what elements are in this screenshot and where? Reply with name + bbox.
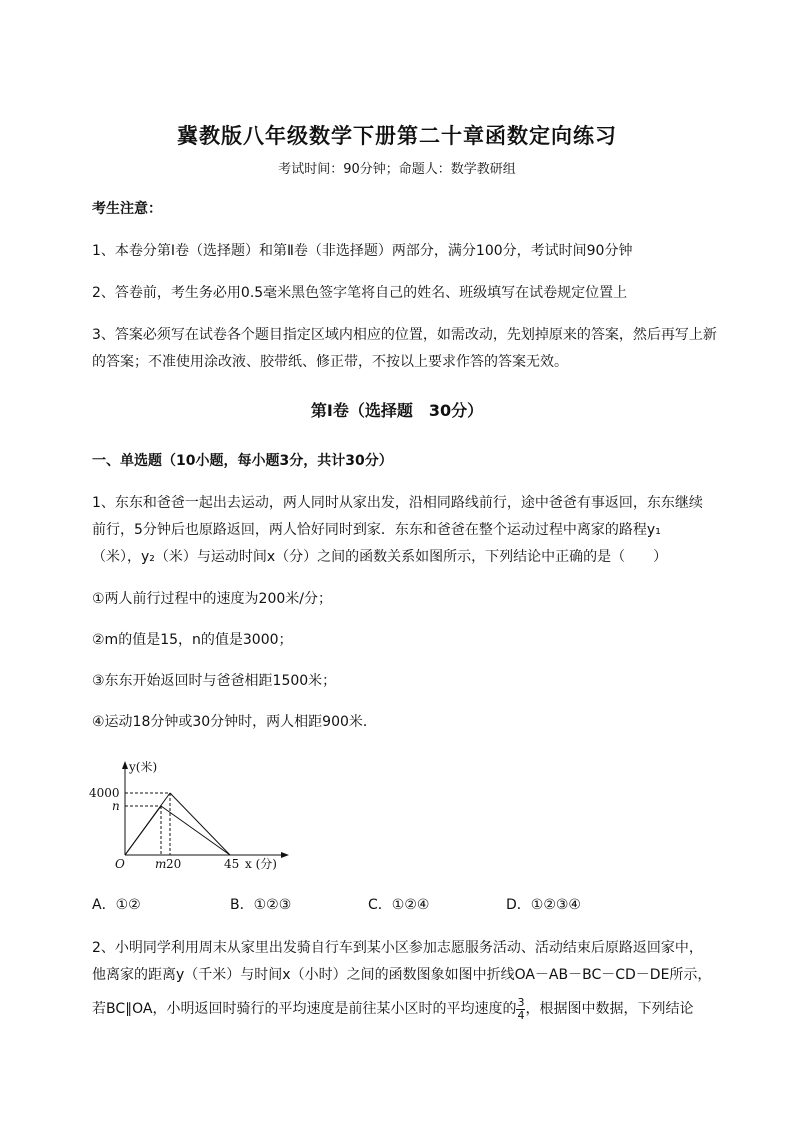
notice-item: 2、答卷前，考生务必用0.5毫米黑色签字笔将自己的姓名、班级填写在试卷规定位置上: [92, 285, 628, 301]
question-2-text-part: 若BC∥OA，小明返回时骑行的平均速度是前往某小区时的平均速度的: [92, 1001, 517, 1017]
x-tick-m: m: [155, 857, 167, 871]
question-2-text-part: ，根据图中数据，下列结论: [525, 1001, 694, 1017]
option-b[interactable]: B．①②③: [230, 897, 292, 913]
statement-1: ①两人前行过程中的速度为200米/分；: [92, 591, 332, 607]
statement-3: ③东东开始返回时与爸爸相距1500米；: [92, 673, 337, 689]
option-d[interactable]: D．①②③④: [506, 897, 581, 913]
notice-heading: 考生注意：: [92, 201, 162, 217]
page-subtitle: 考试时间：90分钟；命题人：数学教研组: [278, 162, 516, 177]
x-tick-20: 20: [166, 857, 182, 871]
y-tick-4000: 4000: [89, 786, 120, 800]
question-1-text: （米），y₂（米）与运动时间x（分）之间的函数关系如图所示，下列结论中正确的是（ ）: [92, 549, 668, 565]
question-2-text: 他离家的距离y（千米）与时间x（小时）之间的函数图象如图中折线OA－AB－BC－CD－DE所示，: [92, 967, 712, 983]
question-2-text: 2、小明同学利用周末从家里出发骑自行车到某小区参加志愿服务活动、活动结束后原路返回家中，: [92, 940, 703, 956]
section-title: 第Ⅰ卷（选择题 30分）: [310, 401, 484, 420]
option-a[interactable]: A．①②: [92, 897, 141, 913]
y2-rise-line: [125, 806, 161, 855]
notice-item: 1、本卷分第Ⅰ卷（选择题）和第Ⅱ卷（非选择题）两部分，满分100分，考试时间90分钟: [92, 243, 633, 259]
x-axis-label: x (分): [245, 857, 277, 871]
statement-4: ④运动18分钟或30分钟时，两人相距900米．: [92, 714, 377, 730]
y1-return-line: [170, 793, 230, 855]
y2-return-line: [161, 806, 230, 855]
y-tick-n: n: [112, 799, 120, 813]
notice-item: 3、答案必须写在试卷各个题目指定区域内相应的位置，如需改动，先划掉原来的答案，然后再写上新: [92, 327, 717, 343]
x-tick-45: 45: [224, 857, 240, 871]
notice-item: 的答案；不准使用涂改液、胶带纸、修正带，不按以上要求作答的答案无效。: [92, 354, 568, 370]
y-axis-arrow-icon: [122, 761, 128, 769]
question-1-graph: [85, 755, 295, 875]
statement-2: ②m的值是15，n的值是3000；: [92, 632, 293, 648]
fraction-numerator: 3: [517, 995, 525, 1009]
option-c[interactable]: C．①②④: [368, 897, 430, 913]
question-1-options: [92, 894, 752, 918]
fraction-denominator: 4: [517, 1008, 525, 1022]
question-2-text: [92, 995, 752, 1023]
y-axis-label: y(米): [129, 760, 158, 774]
part-heading: 一、单选题（10小题，每小题3分，共计30分）: [92, 453, 393, 469]
question-1-text: 1、东东和爸爸一起出去运动，两人同时从家出发，沿相同路线前行，途中爸爸有事返回，东东继续: [92, 495, 703, 511]
x-axis-arrow-icon: [281, 852, 289, 858]
page-title: 冀教版八年级数学下册第二十章函数定向练习: [177, 123, 617, 148]
origin-label: O: [115, 857, 125, 871]
question-1-text: 前行，5分钟后也原路返回，两人恰好同时到家．东东和爸爸在整个运动过程中离家的路程y₁: [92, 522, 661, 538]
